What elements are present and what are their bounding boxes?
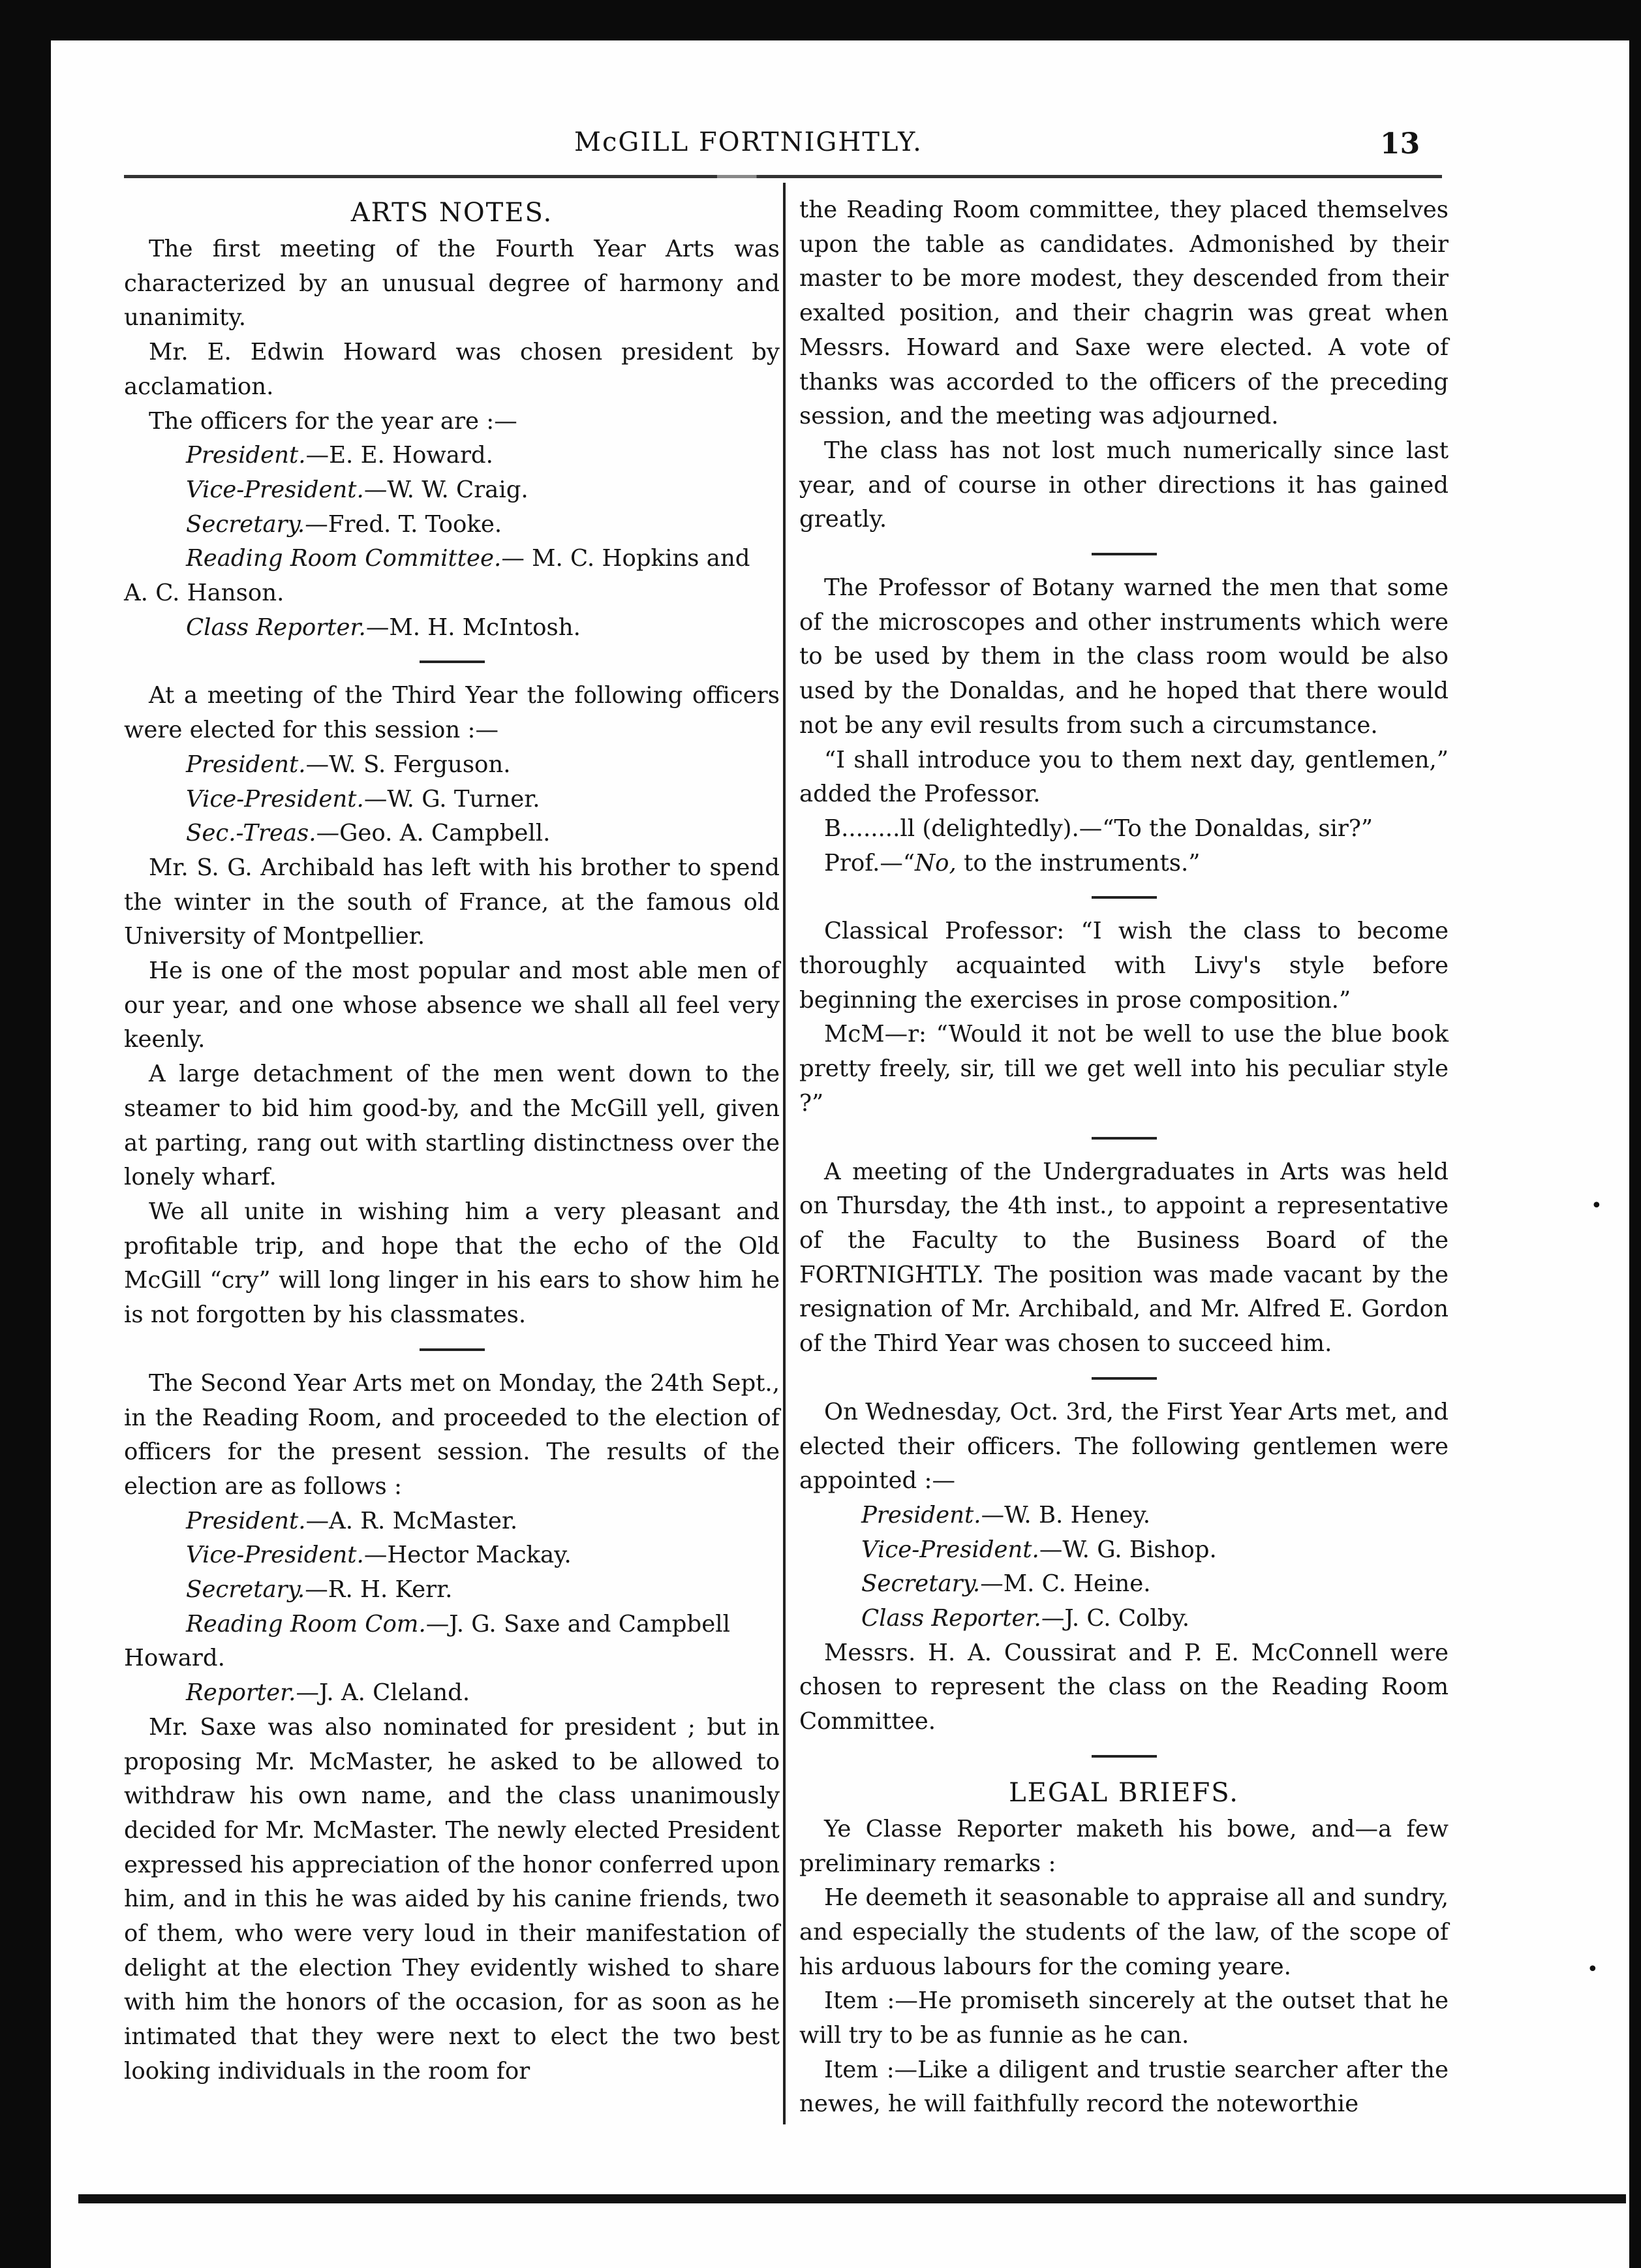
officer-name: —W. W. Craig. bbox=[363, 476, 529, 503]
text-run: Prof.—“ bbox=[824, 849, 915, 877]
officer-role: Secretary. bbox=[186, 1576, 305, 1604]
officer-line bbox=[799, 1602, 1449, 1636]
officer-name: —Hector Mackay. bbox=[363, 1542, 572, 1569]
paragraph: A large detachment of the men went down to the steamer to bid him good-by, and the McGill yell, given at parting, rang out with startling distinctness over the lonely wharf. bbox=[124, 1061, 780, 1191]
header-rule bbox=[124, 175, 1442, 178]
officer-line bbox=[124, 439, 780, 473]
officer-line bbox=[799, 1533, 1449, 1568]
section-heading-legal-briefs: LEGAL BRIEFS. bbox=[1009, 1777, 1239, 1808]
officer-name: —M. H. McIntosh. bbox=[365, 614, 581, 641]
page-number: 13 bbox=[1380, 127, 1420, 161]
paragraph: The officers for the year are :— bbox=[149, 407, 517, 435]
officer-role: Reporter. bbox=[186, 1679, 296, 1707]
paragraph bbox=[799, 847, 1449, 881]
paragraph: “I shall introduce you to them next day, gentlemen,” added the Professor. bbox=[799, 746, 1449, 808]
scan-border-right bbox=[1629, 0, 1641, 2268]
paragraph: On Wednesday, Oct. 3rd, the First Year Arts met, and elected their officers. The following gentlemen were appointed :— bbox=[799, 1398, 1449, 1495]
paragraph: Ye Classe Reporter maketh his bowe, and—a few preliminary remarks : bbox=[799, 1815, 1449, 1877]
scan-border-left bbox=[0, 0, 51, 2268]
officer-name: —E. E. Howard. bbox=[305, 442, 493, 469]
officer-name: —J. G. Saxe and Campbell Howard. bbox=[124, 1610, 730, 1672]
officer-role: Secretary. bbox=[186, 510, 305, 538]
paragraph: McM—r: “Would it not be well to use the blue book pretty freely, sir, till we get well into his peculiar style ?” bbox=[799, 1021, 1449, 1117]
officer-name: —R. H. Kerr. bbox=[305, 1576, 453, 1604]
paragraph: B........ll (delightedly).—“To the Donaldas, sir?” bbox=[824, 815, 1373, 842]
column-divider bbox=[783, 183, 786, 2124]
officer-line bbox=[124, 1538, 780, 1573]
paragraph: Messrs. H. A. Coussirat and P. E. McConnell were chosen to represent the class on the Reading Room Committee. bbox=[799, 1639, 1449, 1735]
officer-name: —W. G. Turner. bbox=[363, 785, 540, 813]
officer-line bbox=[124, 1573, 780, 1608]
paragraph: Item :—Like a diligent and trustie searcher after the newes, he will faithfully record the noteworthie bbox=[799, 2056, 1449, 2118]
officer-line bbox=[799, 1499, 1449, 1533]
officer-name: —W. S. Ferguson. bbox=[305, 751, 511, 778]
officer-role: Vice-President. bbox=[186, 1542, 364, 1569]
right-column bbox=[799, 193, 1449, 2122]
officer-name: —W. G. Bishop. bbox=[1039, 1536, 1217, 1563]
margin-dot: • bbox=[1587, 1958, 1599, 1981]
bottom-rule bbox=[78, 2194, 1626, 2203]
officer-role: Secretary. bbox=[861, 1570, 981, 1598]
officer-role: Sec.-Treas. bbox=[186, 820, 316, 847]
officer-line bbox=[124, 816, 780, 851]
officer-line bbox=[124, 1504, 780, 1539]
officer-role: President. bbox=[186, 751, 306, 778]
officer-name: —Fred. T. Tooke. bbox=[305, 510, 502, 538]
section-separator bbox=[1092, 1377, 1157, 1380]
officer-name: — M. C. Hopkins and A. C. Hanson. bbox=[124, 545, 750, 607]
officer-line bbox=[124, 542, 780, 610]
officer-role: Reading Room Committee. bbox=[186, 545, 502, 572]
officer-line bbox=[124, 473, 780, 508]
section-separator bbox=[1092, 1137, 1157, 1140]
officer-role: President. bbox=[186, 442, 306, 469]
paragraph: Item :—He promiseth sincerely at the outset that he will try to be as funnie as he can. bbox=[799, 1987, 1449, 2049]
scan-border-top bbox=[0, 0, 1641, 40]
paragraph: Mr. Saxe was also nominated for president ; but in proposing Mr. McMaster, he asked to be allowed to withdraw his own name, and the class unanimously decided for Mr. McMaster. The newly elected President expressed his appreciation of the honor conferred upon him, and in this he was aided by his canine friends, two of them, who were very loud in their manifestation of delight at the election They evidently wished to share with him the honors of the occasion, for as soon as he intimated that they were next to elect the two best looking individuals in the room for bbox=[124, 1713, 780, 2085]
officer-line bbox=[124, 508, 780, 542]
paragraph: Mr. E. Edwin Howard was chosen president by acclamation. bbox=[124, 339, 780, 400]
paragraph: We all unite in wishing him a very pleasant and profitable trip, and hope that the echo of the Old McGill “cry” will long linger in his ears to show him he is not forgotten by his classmates. bbox=[124, 1198, 780, 1329]
officer-line bbox=[124, 783, 780, 817]
officer-role: Class Reporter. bbox=[186, 614, 366, 641]
officer-name: —A. R. McMaster. bbox=[305, 1507, 518, 1534]
officer-name: —M. C. Heine. bbox=[980, 1570, 1151, 1598]
officer-role: Class Reporter. bbox=[861, 1605, 1041, 1632]
paragraph: The first meeting of the Fourth Year Arts was characterized by an unusual degree of harmony and unanimity. bbox=[124, 236, 780, 332]
section-separator bbox=[1092, 1755, 1157, 1758]
section-separator bbox=[420, 1348, 485, 1351]
section-separator bbox=[1092, 553, 1157, 555]
text-run-italic: No, bbox=[915, 849, 957, 877]
text-run: to the instruments.” bbox=[956, 849, 1201, 877]
paragraph: The Professor of Botany warned the men that some of the microscopes and other instruments which were to be used by them in the class room would be also used by the Donaldas, and he hoped that there would not be any evil results from such a circumstance. bbox=[799, 574, 1449, 739]
officer-line bbox=[124, 611, 780, 645]
section-heading-arts-notes: ARTS NOTES. bbox=[350, 198, 553, 228]
paragraph: the Reading Room committee, they placed themselves upon the table as candidates. Admonished by their master to be more modest, they descended from their exalted position, and their chagrin was great when Messrs. Howard and Saxe were elected. A vote of thanks was accorded to the officers of the preceding session, and the meeting was adjourned. bbox=[799, 196, 1449, 430]
officer-name: —W. B. Heney. bbox=[981, 1501, 1151, 1529]
paragraph: The Second Year Arts met on Monday, the 24th Sept., in the Reading Room, and proceeded to the election of officers for the present session. The results of the election are as follows : bbox=[124, 1369, 780, 1500]
paragraph: The class has not lost much numerically since last year, and of course in other directions it has gained greatly. bbox=[799, 437, 1449, 533]
officer-line bbox=[124, 1608, 780, 1676]
officer-role: President. bbox=[861, 1501, 981, 1529]
officer-role: Vice-President. bbox=[861, 1536, 1039, 1563]
section-separator bbox=[420, 660, 485, 663]
officer-role: Vice-President. bbox=[186, 476, 364, 503]
officer-line bbox=[124, 748, 780, 783]
officer-role: Vice-President. bbox=[186, 785, 364, 813]
officer-line bbox=[124, 1676, 780, 1711]
paragraph: Mr. S. G. Archibald has left with his brother to spend the winter in the south of France, at the famous old University of Montpellier. bbox=[124, 854, 780, 950]
officer-name: —J. A. Cleland. bbox=[296, 1679, 470, 1707]
paragraph: Classical Professor: “I wish the class to become thoroughly acquainted with Livy's style before beginning the exercises in prose composition.” bbox=[799, 918, 1449, 1014]
paragraph: He is one of the most popular and most able men of our year, and one whose absence we shall all feel very keenly. bbox=[124, 957, 780, 1053]
officer-line bbox=[799, 1567, 1449, 1602]
left-column bbox=[124, 193, 780, 2089]
officer-role: President. bbox=[186, 1507, 306, 1534]
paragraph: He deemeth it seasonable to appraise all and sundry, and especially the students of the law, of the scope of his arduous labours for the coming yeare. bbox=[799, 1884, 1449, 1980]
officer-name: —J. C. Colby. bbox=[1041, 1605, 1190, 1632]
paragraph: At a meeting of the Third Year the following officers were elected for this session :— bbox=[124, 682, 780, 744]
officer-role: Reading Room Com. bbox=[186, 1610, 426, 1638]
paragraph: A meeting of the Undergraduates in Arts was held on Thursday, the 4th inst., to appoint a representative of the Faculty to the Business Board of the FORTNIGHTLY. The position was made vacant by the resignation of Mr. Archibald, and Mr. Alfred E. Gordon of the Third Year was chosen to succeed him. bbox=[799, 1158, 1449, 1358]
officer-name: —Geo. A. Campbell. bbox=[316, 820, 551, 847]
section-separator bbox=[1092, 896, 1157, 899]
running-header: McGILL FORTNIGHTLY. bbox=[574, 127, 923, 157]
margin-dot: • bbox=[1591, 1194, 1603, 1217]
